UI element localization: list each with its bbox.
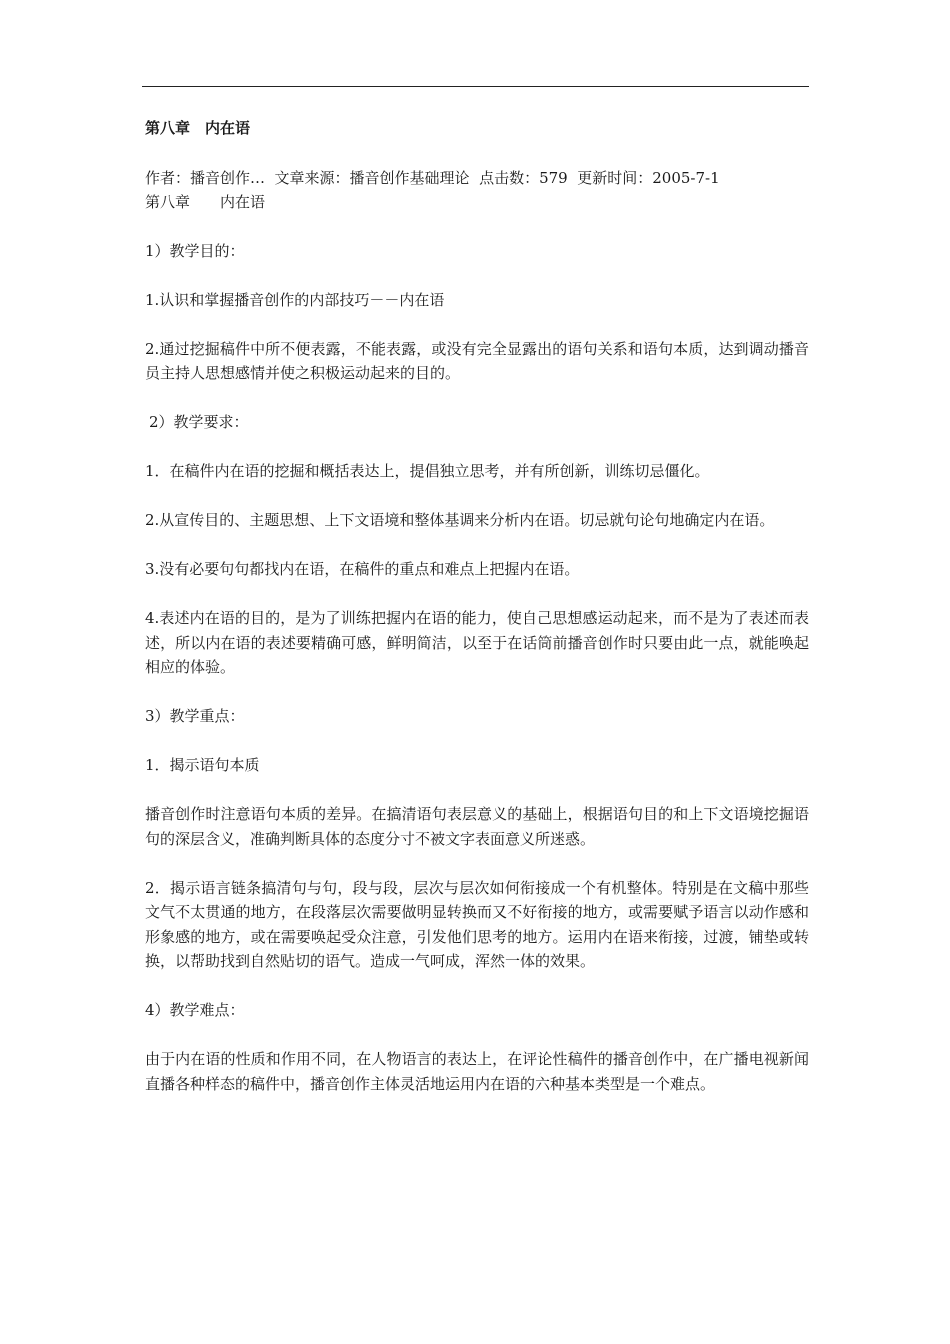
section-heading-key-points: 3）教学重点：	[145, 707, 245, 725]
requirement-item: 4.表述内在语的目的，是为了训练把握内在语的能力，使自己思想感运动起来，而不是为了表述而表述，所以内在语的表述要精确可感，鲜明简洁，以至于在话筒前播音创作时只要由此一点，就能唤起相应的体验。	[145, 609, 809, 676]
objective-item: 1.认识和掌握播音创作的内部技巧－－内在语	[145, 290, 445, 309]
section-heading-difficulties: 4）教学难点：	[145, 1001, 245, 1019]
chapter-subtitle: 第八章 内在语	[145, 193, 266, 211]
difficulty-text: 由于内在语的性质和作用不同，在人物语言的表达上，在评论性稿件的播音创作中，在广播电视新闻直播各种样态的稿件中，播音创作主体灵活地运用内在语的六种基本类型是一个难点。	[145, 1050, 809, 1093]
key-point-item: 1．揭示语句本质	[145, 756, 260, 774]
requirement-item: 2.从宣传目的、主题思想、上下文语境和整体基调来分析内在语。切忌就句论句地确定内在语。	[145, 511, 775, 529]
section-heading-requirements: 2）教学要求：	[149, 413, 249, 431]
key-point-text: 播音创作时注意语句本质的差异。在搞清语句表层意义的基础上，根据语句目的和上下文语境挖掘语句的深层含义，准确判断具体的态度分寸不被文字表面意义所迷惑。	[145, 805, 809, 848]
header-rule	[142, 86, 809, 87]
requirement-item: 1．在稿件内在语的挖掘和概括表达上，提倡独立思考，并有所创新，训练切忌僵化。	[145, 462, 710, 480]
article-meta: 作者：播音创作… 文章来源：播音创作基础理论 点击数：579 更新时间：2005-7-1	[145, 168, 720, 187]
requirement-item: 3.没有必要句句都找内在语，在稿件的重点和难点上把握内在语。	[145, 560, 580, 578]
section-heading-objectives: 1）教学目的：	[145, 241, 245, 260]
objective-item: 2.通过挖掘稿件中所不便表露，不能表露，或没有完全显露出的语句关系和语句本质，达到调动播音员主持人思想感情并使之积极运动起来的目的。	[145, 339, 809, 382]
document-body	[145, 116, 809, 1121]
chapter-title: 第八章 内在语	[145, 119, 251, 137]
key-point-item: 2．揭示语言链条搞清句与句，段与段，层次与层次如何衔接成一个有机整体。特别是在文稿中那些文气不太贯通的地方，在段落层次需要做明显转换而又不好衔接的地方，或需要赋予语言以动作感和形象感的地方，或在需要唤起受众注意，引发他们思考的地方。运用内在语来衔接，过渡，铺垫或转换，以帮助找到自然贴切的语气。造成一气呵成，浑然一体的效果。	[145, 878, 809, 970]
